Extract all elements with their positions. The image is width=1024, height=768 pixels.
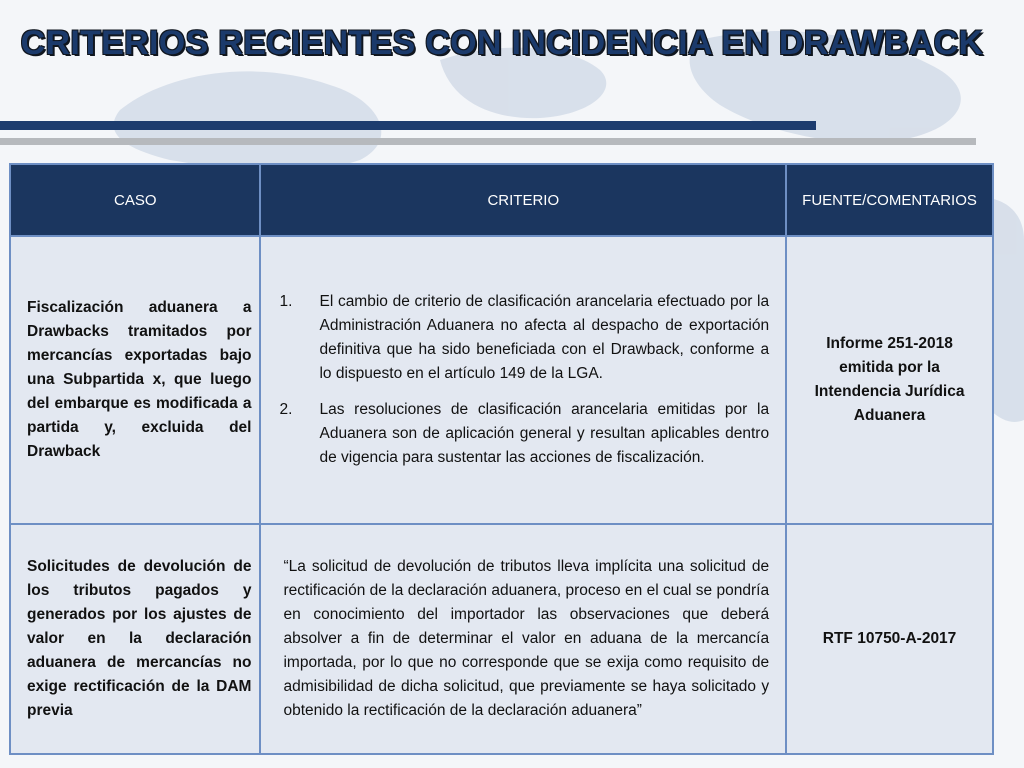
criteria-table bbox=[9, 163, 994, 755]
table-header-row bbox=[10, 164, 993, 236]
criterio-list-item bbox=[279, 398, 769, 470]
caso-cell: Fiscalización aduanera a Drawbacks tramitados por mercancías exportadas bajo una Subpartida x, que luego del embarque es modificada a partida y, excluida del Drawback bbox=[10, 236, 260, 524]
title-underline-blue bbox=[0, 121, 816, 130]
header-fuente: FUENTE/COMENTARIOS bbox=[786, 164, 993, 236]
table-row bbox=[10, 236, 993, 524]
criterio-cell bbox=[260, 236, 786, 524]
header-caso: CASO bbox=[10, 164, 260, 236]
criterio-item-text: Las resoluciones de clasificación arancelaria emitidas por la Aduanera son de aplicación general y resultan aplicables dentro de vigencia para sustentar las acciones de fiscalización. bbox=[319, 401, 770, 466]
header-criterio: CRITERIO bbox=[260, 164, 786, 236]
fuente-cell: Informe 251-2018 emitida por la Intendencia Jurídica Aduanera bbox=[786, 236, 993, 524]
criterio-list-item bbox=[279, 290, 769, 386]
criterio-list bbox=[279, 290, 769, 470]
criterio-item-number: 1. bbox=[279, 293, 293, 310]
criterio-quote: “La solicitud de devolución de tributos lleva implícita una solicitud de rectificación de la declaración aduanera, proceso en el cual se pondría en conocimiento del importador las observaciones que deberá absolver a fin de determinar el valor en aduana de la mercancía importada, por lo que no corresponde que se exija como requisito de admisibilidad de dicha solicitud, que previamente se haya solicitado y obtenido la rectificación de la declaración aduanera” bbox=[283, 558, 770, 719]
table-row bbox=[10, 524, 993, 754]
fuente-cell: RTF 10750-A-2017 bbox=[786, 524, 993, 754]
caso-cell: Solicitudes de devolución de los tributos pagados y generados por los ajustes de valor en la declaración aduanera de mercancías no exige rectificación de la DAM previa bbox=[10, 524, 260, 754]
criterio-item-text: El cambio de criterio de clasificación arancelaria efectuado por la Administración Aduanera no afecta al despacho de exportación definitiva que ha sido beneficiada con el Drawback, conforme a lo dispuesto en el artículo 149 de la LGA. bbox=[319, 293, 770, 382]
title-underline-gray bbox=[0, 138, 976, 145]
criterio-cell bbox=[260, 524, 786, 754]
slide-title: CRITERIOS RECIENTES CON INCIDENCIA EN DRAWBACK bbox=[20, 24, 984, 62]
criterio-item-number: 2. bbox=[279, 401, 293, 418]
